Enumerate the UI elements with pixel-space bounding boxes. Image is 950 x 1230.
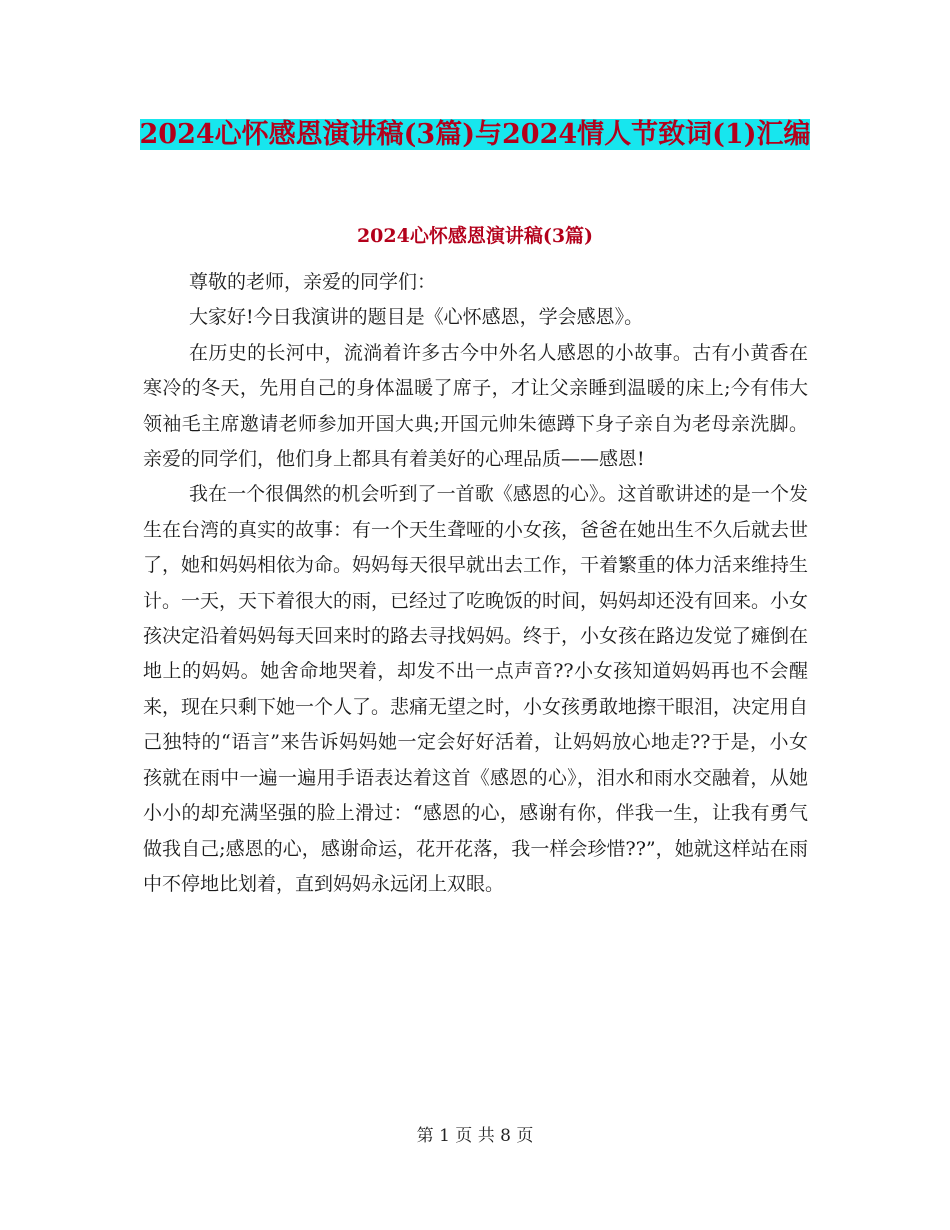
document-body [143,265,808,902]
history-paragraph: 在历史的长河中，流淌着许多古今中外名人感恩的小故事。古有小黄香在寒冷的冬天，先用自己的身体温暖了席子，才让父亲睡到温暖的床上;今有伟大领袖毛主席邀请老师参加开国大典;开国元帅朱德蹲下身子亲自为老母亲洗脚。亲爱的同学们，他们身上都具有着美好的心理品质——感恩! [143,341,808,471]
story-paragraph: 我在一个很偶然的机会听到了一首歌《感恩的心》。这首歌讲述的是一个发生在台湾的真实的故事：有一个天生聋哑的小女孩，爸爸在她出生不久后就去世了，她和妈妈相依为命。妈妈每天很早就出去工作，干着繁重的体力活来维持生计。一天，天下着很大的雨，已经过了吃晚饭的时间，妈妈却还没有回来。小女孩决定沿着妈妈每天回来时的路去寻找妈妈。终于，小女孩在路边发觉了瘫倒在地上的妈妈。她舍命地哭着，却发不出一点声音??小女孩知道妈妈再也不会醒来，现在只剩下她一个人了。悲痛无望之时，小女孩勇敢地擦干眼泪，决定用自己独特的“语言”来告诉妈妈她一定会好好活着，让妈妈放心地走??于是，小女孩就在雨中一遍一遍用手语表达着这首《感恩的心》，泪水和雨水交融着，从她小小的却充满坚强的脸上滑过：“感恩的心，感谢有你，伴我一生，让我有勇气做我自己;感恩的心，感谢命运，花开花落，我一样会珍惜??”，她就这样站在雨中不停地比划着，直到妈妈永远闭上双眼。 [143,483,809,895]
section-title: 2024心怀感恩演讲稿(3篇) [356,225,594,247]
salutation-paragraph: 尊敬的老师，亲爱的同学们： [189,271,437,293]
greeting-paragraph: 大家好!今日我演讲的题目是《心怀感恩，学会感恩》。 [189,306,644,329]
document-title-text: 2024心怀感恩演讲稿(3篇)与2024情人节致词(1)汇编 [139,119,811,150]
page-footer: 第 1 页 共 8 页 [416,1126,534,1146]
document-title [0,110,950,160]
